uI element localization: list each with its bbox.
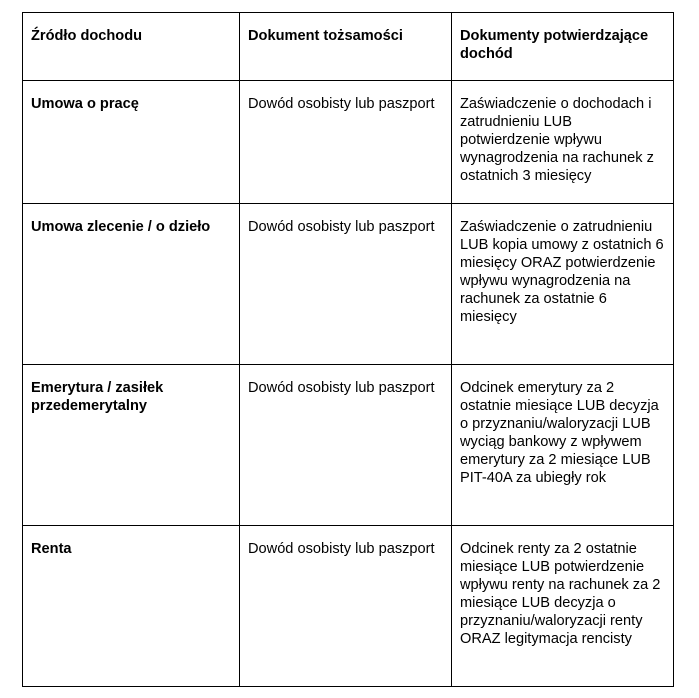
cell-identity-document: Dowód osobisty lub paszport [240, 365, 452, 526]
cell-identity-document: Dowód osobisty lub paszport [240, 81, 452, 204]
table-row [23, 81, 674, 204]
header-income-source: Źródło dochodu [23, 13, 240, 81]
table-header-row [23, 13, 674, 81]
header-income-documents: Dokumenty potwierdzające dochód [452, 13, 674, 81]
table-row [23, 365, 674, 526]
header-identity-document: Dokument tożsamości [240, 13, 452, 81]
cell-income-source: Umowa o pracę [23, 81, 240, 204]
cell-income-source: Umowa zlecenie / o dzieło [23, 204, 240, 365]
cell-income-source: Renta [23, 526, 240, 687]
cell-income-documents: Zaświadczenie o zatrudnieniu LUB kopia umowy z ostatnich 6 miesięcy ORAZ potwierdzenie wpływu wynagrodzenia na rachunek za ostatnie 6 miesięcy [452, 204, 674, 365]
cell-income-source: Emerytura / zasiłek przedemerytalny [23, 365, 240, 526]
income-documents-table [22, 12, 674, 687]
cell-income-documents: Odcinek emerytury za 2 ostatnie miesiące LUB decyzja o przyznaniu/waloryzacji LUB wyciąg bankowy z wpływem emerytury za 2 miesiące LUB PIT-40A za ubiegły rok [452, 365, 674, 526]
table-row [23, 204, 674, 365]
cell-identity-document: Dowód osobisty lub paszport [240, 204, 452, 365]
cell-income-documents: Odcinek renty za 2 ostatnie miesiące LUB potwierdzenie wpływu renty na rachunek za 2 miesiące LUB decyzja o przyznaniu/waloryzacji renty ORAZ legitymacja rencisty [452, 526, 674, 687]
cell-identity-document: Dowód osobisty lub paszport [240, 526, 452, 687]
table-row [23, 526, 674, 687]
cell-income-documents: Zaświadczenie o dochodach i zatrudnieniu LUB potwierdzenie wpływu wynagrodzenia na rachunek z ostatnich 3 miesięcy [452, 81, 674, 204]
